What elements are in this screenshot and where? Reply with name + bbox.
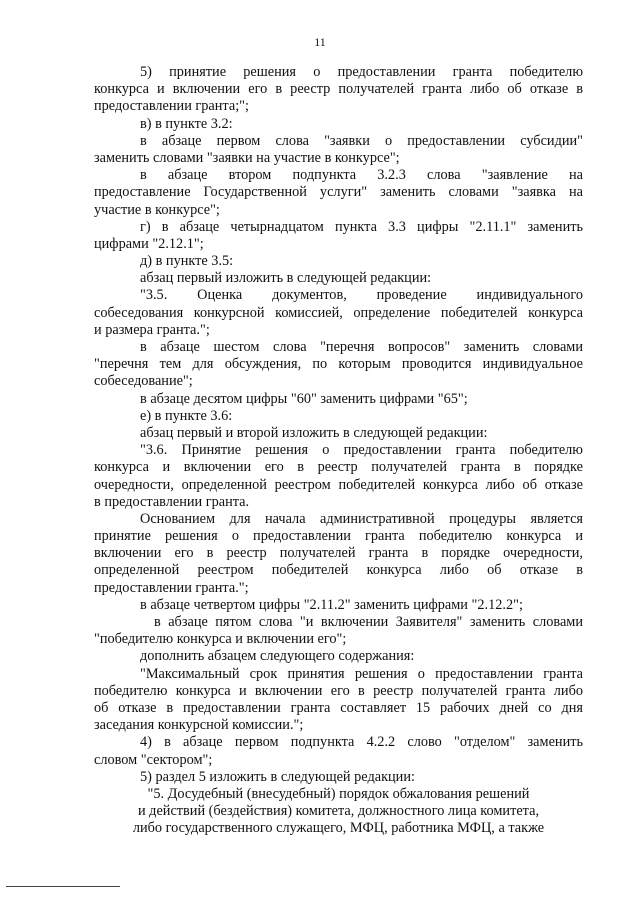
text-line: "Максимальный срок принятия решения о предоставлении гранта <box>140 665 583 682</box>
text-line: предоставлении гранта;"; <box>94 98 249 115</box>
text-line: абзац первый изложить в следующей редакции: <box>140 270 432 287</box>
text-line: об отказе в предоставлении гранта составляет 15 рабочих дней со дня <box>94 699 583 716</box>
text-line: дополнить абзацем следующего содержания: <box>140 648 415 665</box>
text-line: заседания конкурсной комиссии."; <box>94 717 304 734</box>
text-line: собеседование"; <box>94 373 193 390</box>
text-line: 5) раздел 5 изложить в следующей редакции: <box>140 768 415 785</box>
text-line: предоставление Государственной услуги" заменить словами "заявка на <box>94 184 583 201</box>
text-line: 4) в абзаце первом подпункта 4.2.2 слово "отделом" заменить <box>140 734 583 751</box>
text-line: е) в пункте 3.6: <box>140 407 233 424</box>
text-line: "3.6. Принятие решения о предоставлении гранта победителю <box>140 442 583 459</box>
text-line: Основанием для начала административной процедуры является <box>140 510 583 527</box>
text-line: словом "сектором"; <box>94 751 213 768</box>
text-line: 5) принятие решения о предоставлении гранта победителю <box>140 64 583 80</box>
text-line: заменить словами "заявки на участие в конкурсе"; <box>94 149 400 166</box>
text-line: победителю конкурса и включении его в реестр получателей гранта либо <box>94 682 583 699</box>
text-line: в абзаце втором подпункта 3.2.3 слова "заявление на <box>140 167 583 184</box>
text-line: в абзаце пятом слова "и включении Заявителя" заменить словами <box>154 614 583 630</box>
text-line: абзац первый и второй изложить в следующей редакции: <box>140 424 488 441</box>
text-line: д) в пункте 3.5: <box>140 253 234 270</box>
section-heading-line: и действий (бездействия) комитета, должностного лица комитета, <box>137 803 540 820</box>
text-line: в абзаце четвертом цифры "2.11.2" заменить цифрами "2.12.2"; <box>140 596 523 613</box>
text-line: г) в абзаце четырнадцатом пункта 3.3 цифры "2.11.1" заменить <box>140 218 583 235</box>
text-line: и размера гранта."; <box>94 321 210 338</box>
text-line: в абзаце первом слова "заявки о предоставлении субсидии" <box>140 132 583 149</box>
text-line: включении его в реестр получателей гранта в порядке очередности, <box>94 545 583 562</box>
text-line: предоставлении гранта."; <box>94 579 249 596</box>
text-line: в абзаце шестом слова "перечня вопросов" заменить словами <box>140 339 583 355</box>
text-line: конкурса и включении его в реестр получателей гранта в порядке <box>94 459 583 476</box>
text-line: принятие решения о предоставлении гранта победителю конкурса и <box>94 528 583 545</box>
document-body <box>94 64 583 837</box>
text-line: "3.5. Оценка документов, проведение индивидуального <box>140 287 583 304</box>
section-heading-line: либо государственного служащего, МФЦ, работника МФЦ, а также <box>132 820 545 837</box>
text-line: в абзаце десятом цифры "60" заменить цифрами "65"; <box>140 390 468 407</box>
section-heading-line: "5. Досудебный (внесудебный) порядок обжалования решений <box>147 785 530 802</box>
text-line: цифрами "2.12.1"; <box>94 235 204 252</box>
text-line: в предоставлении гранта. <box>94 493 250 510</box>
text-line: участие в конкурсе"; <box>94 201 220 218</box>
text-line: определенной реестром победителей конкурса либо об отказе в <box>94 562 583 579</box>
text-line: очередности, определенной реестром победителей конкурса либо об отказе <box>94 476 583 493</box>
text-line: конкурса и включении его в реестр получателей гранта либо об отказе в <box>94 81 583 98</box>
text-line: в) в пункте 3.2: <box>140 115 233 132</box>
text-line: "перечня тем для обсуждения, по которым проводится индивидуальное <box>94 356 583 373</box>
footnote-separator <box>6 886 120 887</box>
text-line: "победителю конкурса и включении его"; <box>94 631 347 648</box>
text-line: собеседования конкурсной комиссией, определение победителей конкурса <box>94 304 583 321</box>
page-number: 11 <box>314 35 326 49</box>
